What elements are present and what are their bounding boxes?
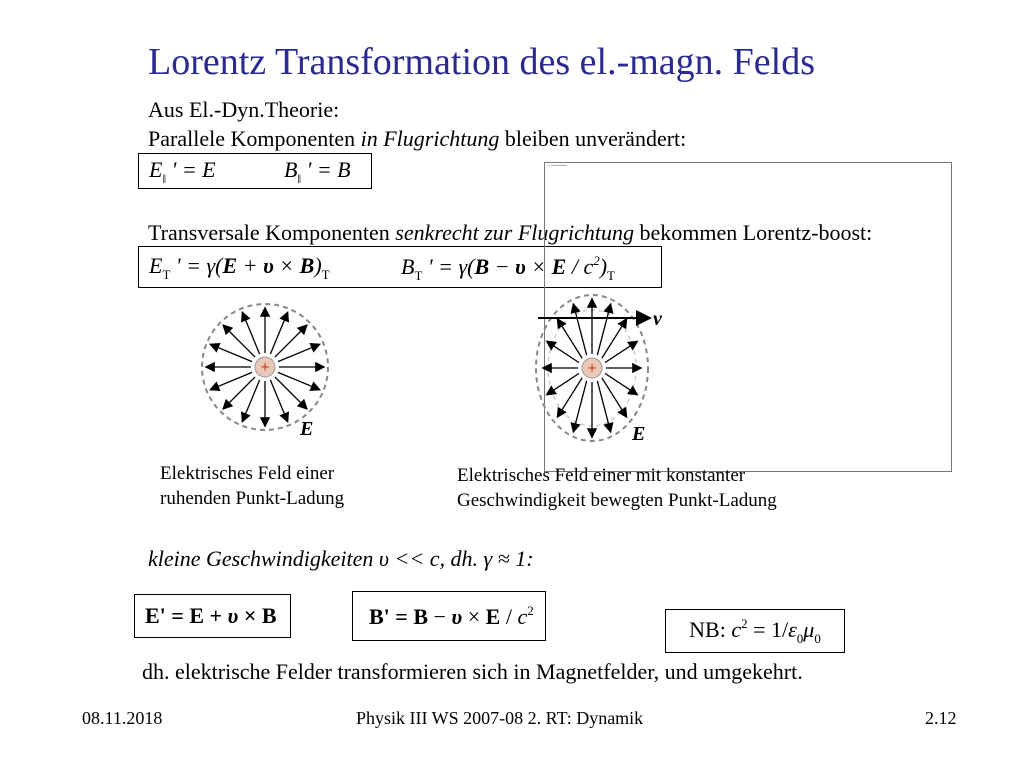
nb-box: [665, 609, 845, 653]
transverse-emph: senkrecht zur Flugrichtung: [395, 220, 634, 245]
static-field-figure: [190, 295, 340, 445]
frame-caption-tiny: ▪ ▪▪▪▪▪▪▪▪▪: [548, 164, 567, 169]
plus-icon-moving: +: [587, 360, 597, 377]
transverse-eq-B: $B_T$ ' = $\gamma(B - \upsilon \times E / c^2)_T$: [401, 253, 615, 283]
footer-date: 08.11.2018: [82, 708, 163, 728]
small-v-eq-B-box: [352, 591, 546, 641]
parallel-suffix: bleiben unverändert:: [499, 126, 687, 151]
moving-field-figure: [520, 285, 680, 450]
label-E-left: E: [300, 418, 314, 440]
caption-right-line2: Geschwindigkeit bewegten Punkt-Ladung: [457, 490, 777, 511]
small-velocity-text: kleine Geschwindigkeiten υ << c, dh. γ ≈ 1:: [148, 546, 534, 571]
footer-page: 2.12: [925, 708, 957, 728]
label-E-right: E: [632, 423, 646, 445]
small-v-eq-E-box: [134, 594, 291, 638]
caption-left: [160, 461, 344, 511]
transverse-suffix: bekommen Lorentz-boost:: [633, 220, 873, 245]
footer-course: Physik III WS 2007-08 2. RT: Dynamik: [356, 708, 644, 728]
parallel-emph: in Flugrichtung: [360, 126, 500, 151]
parallel-eq-B: $B_‖$ ' = B: [284, 157, 351, 186]
transverse-eq-E: $E_T$ ' = $\gamma(E + \upsilon \times B)_T$: [149, 253, 330, 282]
small-v-eq-B: $B' = B - \upsilon \times E / c^2$: [369, 603, 534, 629]
transverse-prefix: Transversale Komponenten: [148, 220, 396, 245]
label-v: v: [653, 308, 662, 330]
parallel-prefix: Parallele Komponenten: [148, 126, 361, 151]
caption-left-line2: ruhenden Punkt-Ladung: [160, 488, 345, 509]
caption-right: [457, 463, 777, 513]
parallel-eq-E: $E_‖$ ' = E: [149, 157, 216, 186]
conclusion-text: dh. elektrische Felder transformieren sich in Magnetfelder, und umgekehrt.: [142, 659, 803, 684]
small-v-eq-E: E' = E + υ × B: [145, 603, 277, 628]
caption-right-line1: Elektrisches Feld einer mit konstanter: [457, 465, 746, 486]
intro-text: Aus El.-Dyn.Theorie:: [148, 97, 340, 122]
nb-text: NB: $c^2 = 1/\varepsilon_0\mu_0$: [689, 615, 821, 646]
slide-title: Lorentz Transformation des el.-magn. Felds: [148, 41, 816, 83]
parallel-equation-box: [138, 153, 372, 189]
plus-icon: +: [260, 359, 270, 376]
parallel-heading: [148, 126, 686, 152]
caption-left-line1: Elektrisches Feld einer: [160, 463, 335, 484]
